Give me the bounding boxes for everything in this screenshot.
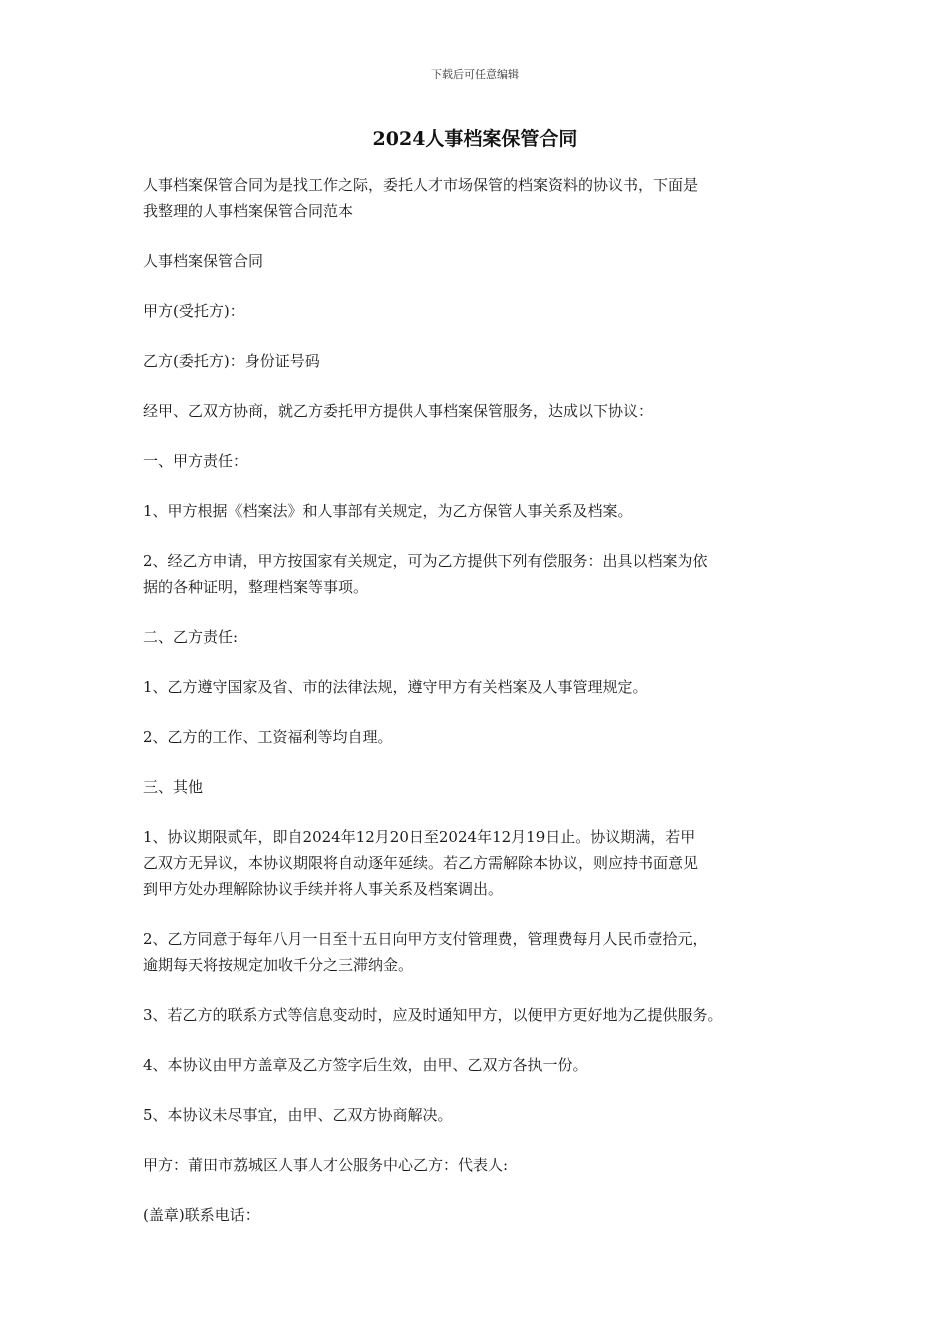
paragraph — [143, 498, 823, 524]
paragraph — [143, 548, 823, 600]
paragraph-line: 3、若乙方的联系方式等信息变动时，应及时通知甲方，以便甲方更好地为乙提供服务。 — [143, 1006, 723, 1024]
paragraph — [143, 298, 823, 324]
paragraph-line: 二、乙方责任: — [143, 628, 239, 646]
paragraph-line: 5、本协议未尽事宜，由甲、乙双方协商解决。 — [143, 1106, 453, 1124]
paragraph-line: 4、本协议由甲方盖章及乙方签字后生效，由甲、乙双方各执一份。 — [143, 1056, 588, 1074]
paragraph-line: 2、乙方的工作、工资福利等均自理。 — [143, 728, 393, 746]
paragraph-line: 2、经乙方申请，甲方按国家有关规定，可为乙方提供下列有偿服务：出具以档案为依 — [143, 552, 708, 570]
header-note: 下载后可任意编辑 — [431, 68, 519, 81]
paragraph — [143, 448, 823, 474]
paragraph — [143, 1002, 823, 1028]
paragraph-line: 我整理的人事档案保管合同范本 — [143, 202, 354, 220]
paragraph — [143, 1152, 823, 1178]
paragraph — [143, 1102, 823, 1128]
paragraph-line: 乙方(委托方)：身份证号码 — [143, 352, 320, 370]
paragraph-line: 三、其他 — [143, 778, 204, 796]
paragraph — [143, 824, 823, 902]
paragraph-line: 1、协议期限贰年，即自2024年12月20日至2024年12月19日止。协议期满，若甲 — [143, 828, 696, 846]
paragraph-line: 逾期每天将按规定加收千分之三滞纳金。 — [143, 956, 414, 974]
paragraph-line: 经甲、乙双方协商，就乙方委托甲方提供人事档案保管服务，达成以下协议： — [143, 402, 654, 420]
paragraph-line: 人事档案保管合同为是找工作之际，委托人才市场保管的档案资料的协议书，下面是 — [143, 176, 699, 194]
paragraph — [143, 774, 823, 800]
paragraph — [143, 624, 823, 650]
paragraph — [143, 172, 823, 224]
paragraph — [143, 1202, 823, 1228]
paragraph-line: 1、甲方根据《档案法》和人事部有关规定，为乙方保管人事关系及档案。 — [143, 502, 633, 520]
paragraph — [143, 398, 823, 424]
paragraph-line: 2、乙方同意于每年八月一日至十五日向甲方支付管理费，管理费每月人民币壹拾元， — [143, 930, 708, 948]
paragraph — [143, 926, 823, 978]
paragraph — [143, 248, 823, 274]
document-title: 2024人事档案保管合同 — [372, 128, 578, 150]
document-body — [143, 172, 823, 1252]
paragraph — [143, 348, 823, 374]
paragraph-line: 据的各种证明，整理档案等事项。 — [143, 578, 369, 596]
paragraph — [143, 674, 823, 700]
paragraph-line: 乙双方无异议，本协议期限将自动逐年延续。若乙方需解除本协议，则应持书面意见 — [143, 854, 699, 872]
paragraph — [143, 1052, 823, 1078]
paragraph-line: 1、乙方遵守国家及省、市的法律法规，遵守甲方有关档案及人事管理规定。 — [143, 678, 648, 696]
paragraph-line: (盖章)联系电话： — [143, 1206, 260, 1224]
paragraph-line: 到甲方处办理解除协议手续并将人事关系及档案调出。 — [143, 880, 504, 898]
paragraph-line: 一、甲方责任： — [143, 452, 249, 470]
paragraph-line: 人事档案保管合同 — [143, 252, 264, 270]
paragraph-line: 甲方(受托方)： — [143, 302, 245, 320]
paragraph — [143, 724, 823, 750]
paragraph-line: 甲方：莆田市荔城区人事人才公服务中心乙方：代表人: — [143, 1156, 509, 1174]
